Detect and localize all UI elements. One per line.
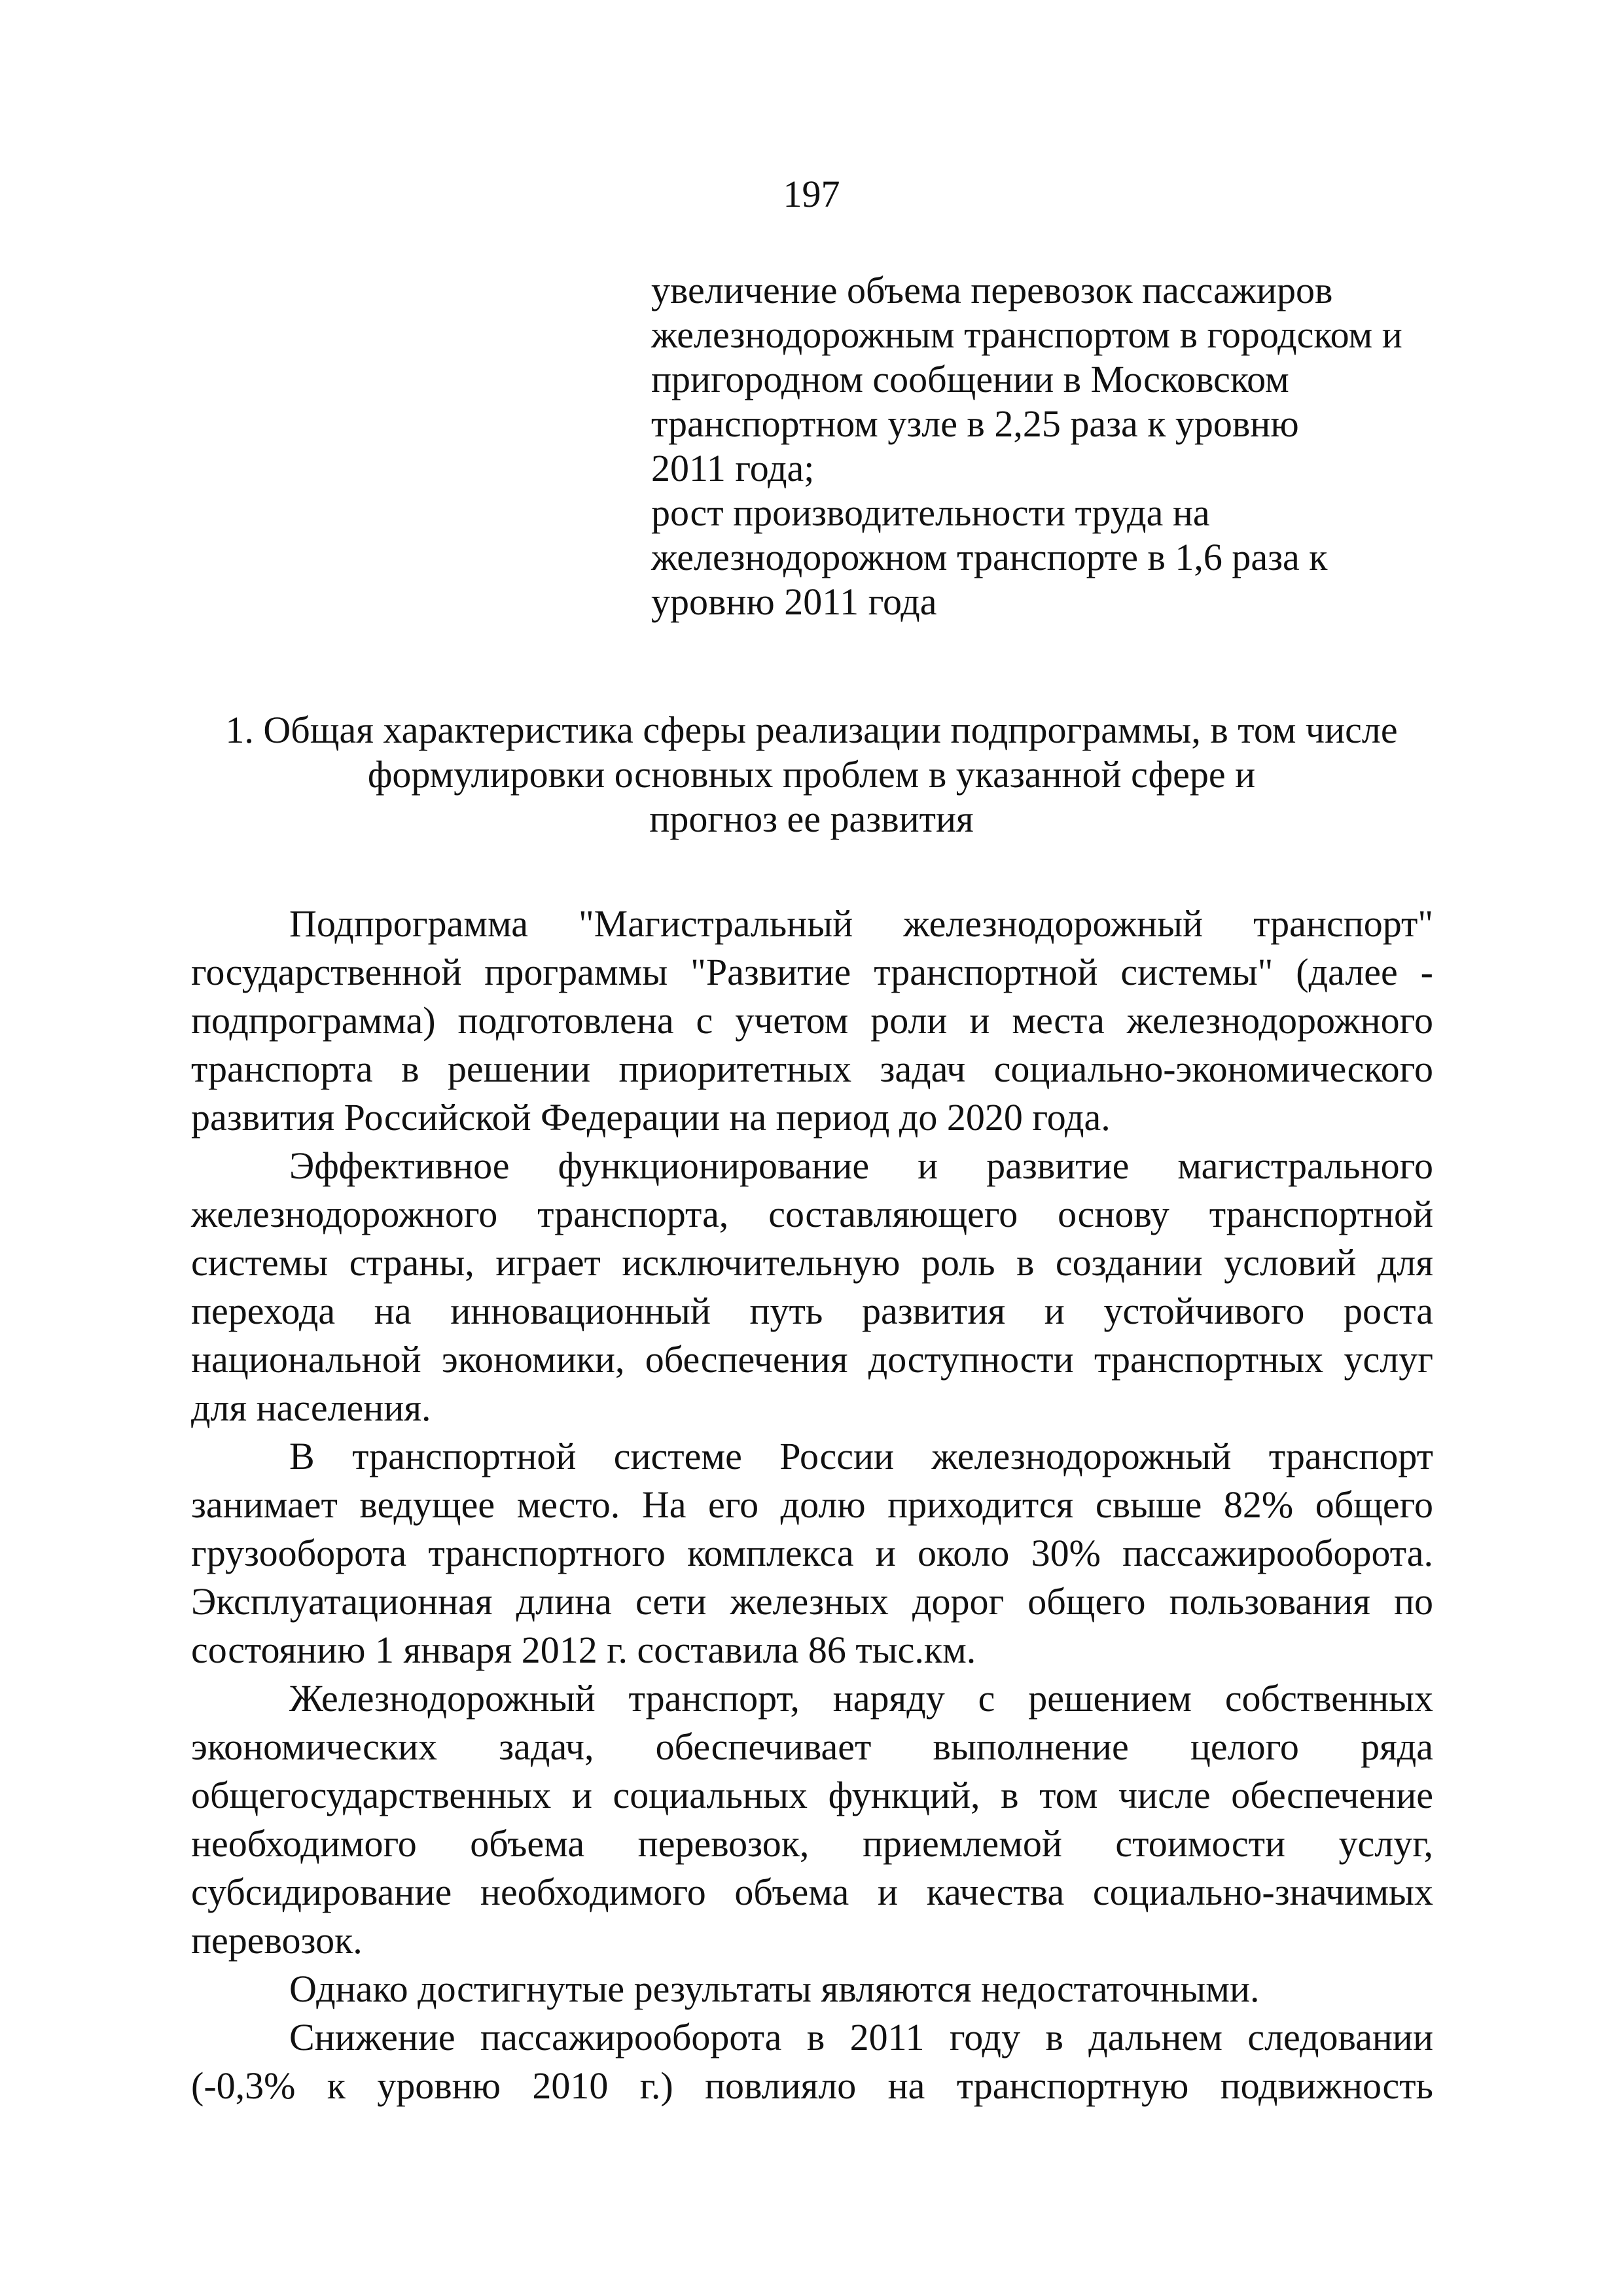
text-line: В транспортной системе России железнодорожный транспорт — [289, 1435, 1433, 1477]
paragraph-subprogram-intro — [191, 900, 1433, 1142]
text-line: Эксплуатационная длина сети железных дорог общего пользования по — [191, 1580, 1433, 1623]
heading-line: 1. Общая характеристика сферы реализации подпрограммы, в том числе — [225, 709, 1398, 751]
text-line: общегосударственных и социальных функций, в том числе обеспечение — [191, 1774, 1433, 1816]
text-line: национальной экономики, обеспечения доступности транспортных услуг — [191, 1338, 1433, 1381]
paragraph-passenger-turnover-decline — [191, 2013, 1433, 2110]
text-line: перевозок. — [191, 1919, 363, 1962]
paragraph-transport-system-share — [191, 1432, 1433, 1674]
intro-line: пригородном сообщении в Московском — [651, 358, 1289, 400]
intro-line: 2011 года; — [651, 447, 815, 489]
text-line: Снижение пассажирооборота в 2011 году в дальнем следовании — [289, 2016, 1433, 2058]
text-line: государственной программы "Развитие транспортной системы" (далее - — [191, 951, 1433, 993]
text-line: развития Российской Федерации на период до 2020 года. — [191, 1096, 1111, 1139]
text-line: для населения. — [191, 1386, 431, 1429]
text-line: перехода на инновационный путь развития и устойчивого роста — [191, 1290, 1433, 1332]
body-text — [191, 900, 1433, 2110]
paragraph-effective-functioning — [191, 1142, 1433, 1432]
page-number: 197 — [783, 173, 840, 215]
text-line: системы страны, играет исключительную роль в создании условий для — [191, 1241, 1433, 1284]
intro-line: железнодорожным транспортом в городском и — [651, 313, 1402, 356]
text-line: (-0,3% к уровню 2010 г.) повлияло на транспортную подвижность — [191, 2064, 1433, 2107]
text-line: состоянию 1 января 2012 г. составила 86 тыс.км. — [191, 1629, 976, 1671]
text-line: Эффективное функционирование и развитие магистрального — [289, 1144, 1433, 1187]
text-line: субсидирование необходимого объема и качества социально-значимых — [191, 1871, 1433, 1913]
intro-line: увеличение объема перевозок пассажиров — [651, 269, 1333, 311]
intro-line: уровню 2011 года — [651, 580, 937, 623]
text-line: Подпрограмма "Магистральный железнодорожный транспорт" — [289, 902, 1433, 945]
text-line: подпрограмма) подготовлена с учетом роли и места железнодорожного — [191, 999, 1433, 1042]
text-line: грузооборота транспортного комплекса и около 30% пассажирооборота. — [191, 1532, 1433, 1574]
section-heading — [144, 708, 1479, 841]
text-line: занимает ведущее место. На его долю приходится свыше 82% общего — [191, 1483, 1433, 1526]
intro-line: железнодорожном транспорте в 1,6 раза к — [651, 536, 1328, 578]
paragraph-state-functions — [191, 1674, 1433, 1965]
text-line: железнодорожного транспорта, составляющего основу транспортной — [191, 1193, 1433, 1235]
intro-line: рост производительности труда на — [651, 491, 1210, 534]
text-line: Однако достигнутые результаты являются недостаточными. — [289, 1968, 1260, 2010]
intro-line: транспортном узле в 2,25 раза к уровню — [651, 402, 1299, 445]
heading-line: прогноз ее развития — [649, 798, 974, 840]
text-line: необходимого объема перевозок, приемлемой стоимости услуг, — [191, 1822, 1433, 1865]
paragraph-results-insufficient — [191, 1965, 1433, 2013]
heading-line: формулировки основных проблем в указанной сфере и — [367, 753, 1256, 796]
text-line: экономических задач, обеспечивает выполнение целого ряда — [191, 1725, 1433, 1768]
target-indicators-list — [651, 268, 1469, 624]
text-line: транспорта в решении приоритетных задач социально-экономического — [191, 1048, 1433, 1090]
text-line: Железнодорожный транспорт, наряду с решением собственных — [289, 1677, 1433, 1720]
